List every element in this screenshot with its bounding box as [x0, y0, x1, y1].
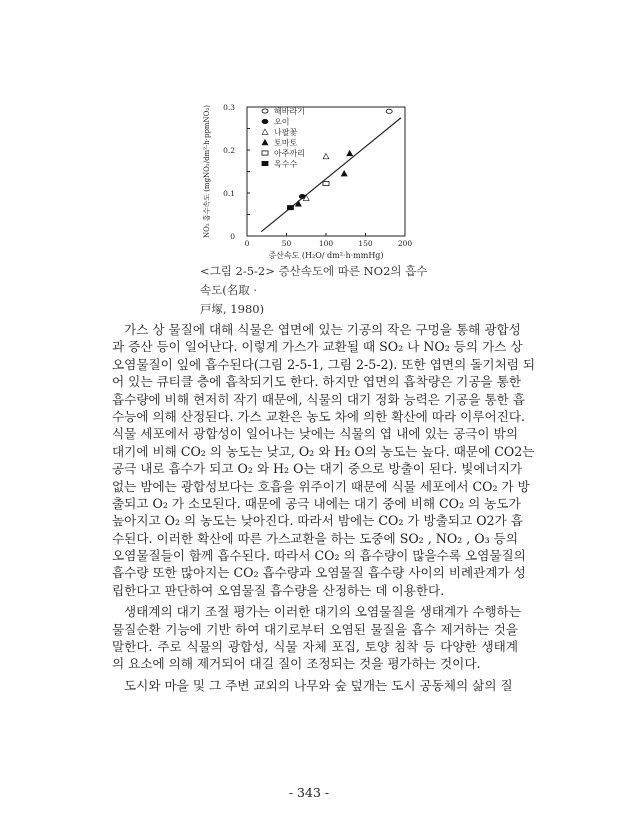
text-line: 높아지고 O₂ 의 농도는 낮아진다. 따라서 밤에는 CO₂ 가 방출되고 O2가 흡	[112, 513, 523, 529]
body-text	[112, 321, 536, 694]
paragraph	[112, 321, 536, 599]
text-line: 대기에 비해 CO₂ 의 농도는 낮고, O₂ 와 H₂ O의 농도는 높다. 때문에 CO2는	[112, 443, 535, 459]
text-line: 어 있는 큐티클 층에 흡착되기도 한다. 하지만 엽면의 흡착량은 기공을 통한	[112, 374, 522, 390]
figure-caption	[200, 262, 430, 319]
text-line: 없는 밤에는 광합성보다는 호흡을 위주이기 때문에 식물 세포에서 CO₂ 가 방	[112, 478, 530, 494]
x-tick-label: 200	[397, 239, 413, 248]
text-line: 흡수량에 비해 현저히 작기 때문에, 식물의 대기 정화 능력은 기공을 통한 흡	[112, 391, 526, 407]
legend-marker	[262, 161, 268, 165]
page-number: - 343 -	[288, 785, 330, 800]
legend-label: 토마토	[274, 138, 298, 148]
text-line: 가스 상 물질에 대해 식물은 엽면에 있는 기공의 작은 구멍을 통해 광합성	[124, 322, 521, 337]
text-line: 과 증산 등이 일어난다. 이렇게 가스가 교환될 때 SO₂ 나 NO₂ 등의 가스 상	[112, 339, 523, 355]
legend-marker	[262, 151, 268, 155]
legend-label: 나팔꽃	[274, 128, 298, 137]
scatter-chart	[195, 95, 425, 265]
data-point	[347, 150, 353, 155]
text-line: 생태계의 대기 조절 평가는 이러한 대기의 오염물질을 생태계가 수행하는	[124, 604, 521, 620]
text-line: 도시와 마을 및 그 주변 교외의 나무와 숲 덮개는 도시 공동체의 삶의 질	[124, 677, 513, 693]
caption-line: <그림 2-5-2> 증산속도에 따른 NO2의 흡수속도(名取 ·	[200, 264, 428, 297]
x-axis-label: 증산속도 (H₂O/ dm²·h·mmHg)	[268, 251, 384, 260]
plot-frame	[247, 107, 405, 236]
x-tick-label: 100	[318, 239, 334, 248]
data-point	[323, 181, 329, 185]
text-line: 수된다. 이러한 확산에 따른 가스교환을 하는 도중에 SO₂ , NO₂ , O₃ 등의	[112, 530, 518, 546]
x-tick-label: 0	[244, 239, 250, 248]
text-line: 출되고 O₂ 가 소모된다. 때문에 공극 내에는 대기 중에 비해 CO₂ 의 농도가	[112, 495, 521, 511]
data-point	[386, 109, 392, 113]
legend-marker	[262, 119, 268, 123]
y-tick-label: 0	[230, 232, 235, 241]
data-point	[287, 206, 293, 210]
data-point	[341, 171, 347, 176]
legend-marker	[262, 140, 268, 145]
y-tick-label: 0.2	[223, 146, 235, 155]
text-line: 공극 내로 흡수가 되고 O₂ 와 H₂ O는 대기 중으로 방출이 된다. 빛에너지가	[112, 461, 523, 477]
caption-line: 戸塚, 1980)	[200, 302, 265, 316]
data-point	[323, 153, 329, 158]
text-line: 물질순환 기능에 기반 하여 대기로부터 오염된 물질을 흡수 제거하는 것을	[112, 621, 518, 637]
y-tick-label: 0.3	[223, 103, 235, 112]
legend-label: 오이	[274, 117, 290, 127]
legend-marker	[262, 109, 268, 113]
text-line: 말한다. 주로 식물의 광합성, 식물 자체 포집, 토양 침착 등 다양한 생태계	[112, 639, 518, 655]
text-line: 의 요소에 의해 제거되어 대길 질이 조정되는 것을 평가하는 것이다.	[112, 656, 481, 672]
text-line: 립한다고 판단하여 오염물질 흡수량을 산정하는 데 이용한다.	[112, 582, 445, 598]
legend-label: 옥수수	[274, 159, 298, 169]
text-line: 흡수량 또한 많아지는 CO₂ 흡수량과 오염물질 흡수량 사이의 비례관계가 성	[112, 565, 526, 581]
legend-marker	[262, 129, 268, 134]
y-axis-label: NO₂ 흡수속도 (mgNO₂/dm²·h·ppmNO₂)	[203, 105, 211, 238]
text-line: 식물 세포에서 광합성이 일어나는 낮에는 식물의 엽 내에 있는 공극이 밖의	[112, 426, 518, 442]
text-line: 오염물질이 잎에 흡수된다(그림 2-5-1, 그림 2-5-2). 또한 엽면의 돌기처럼 되	[112, 356, 536, 372]
x-tick-label: 50	[281, 239, 292, 248]
text-line: 수능에 의해 산정된다. 가스 교환은 농도 차에 의한 확산에 따라 이루어진다.	[112, 408, 526, 424]
paragraph	[112, 677, 518, 694]
text-line: 오염물질들이 함께 흡수된다. 따라서 CO₂ 의 흡수량이 많을수록 오염물질의	[112, 548, 526, 564]
legend-label: 아주까리	[274, 149, 305, 158]
x-tick-label: 150	[358, 239, 373, 248]
legend-label: 해바라기	[274, 107, 305, 116]
y-tick-label: 0.1	[223, 189, 235, 198]
paragraph	[112, 603, 521, 673]
